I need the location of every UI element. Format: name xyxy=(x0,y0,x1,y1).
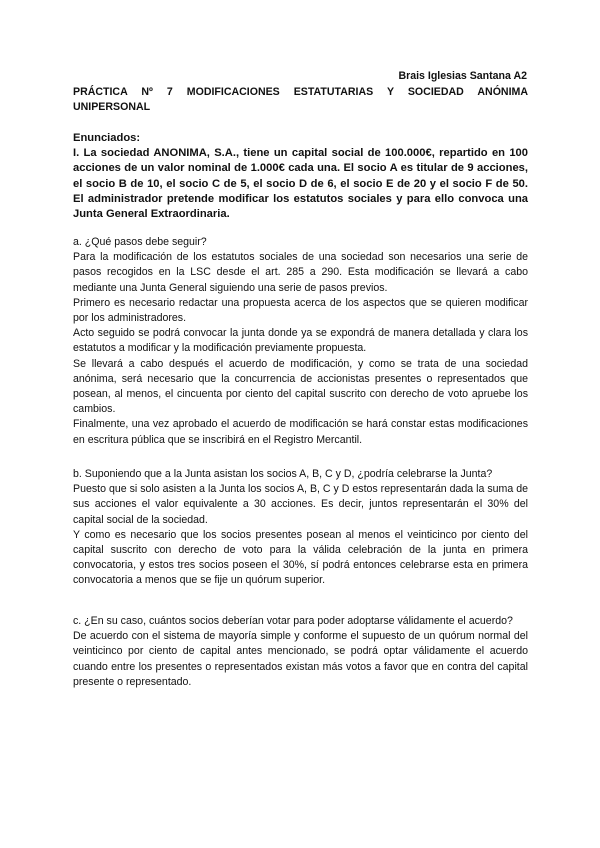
section-c-question: c. ¿En su caso, cuántos socios deberían votar para poder adoptarse válidamente el acuerdo? xyxy=(73,615,513,627)
section-b-question: b. Suponiendo que a la Junta asistan los socios A, B, C y D, ¿podría celebrarse la Junta? xyxy=(73,468,493,480)
section-a-paragraph: Se llevará a cabo después el acuerdo de modificación, y como se trata de una sociedad anónima, será necesario que la concurrencia de accionistas presentes o representados que posean, al menos, el cincuenta por ciento del capital suscrito con derecho de voto apruebe los cambios. xyxy=(73,357,528,416)
enunciados-block xyxy=(73,131,528,222)
section-b xyxy=(73,467,528,589)
section-c xyxy=(73,614,528,690)
section-c-paragraph: De acuerdo con el sistema de mayoría simple y conforme el supuesto de un quórum normal del veinticinco por ciento de capital antes mencionado, se podrá optar válidamente el acuerdo cuando entre los presentes o representados existan más votos a favor que en contra del capital presente o representado. xyxy=(73,630,528,688)
section-a-question: a. ¿Qué pasos debe seguir? xyxy=(73,236,207,248)
section-a-paragraph: Primero es necesario redactar una propuesta acerca de los aspectos que se quieren modificar por los administradores. xyxy=(73,296,528,325)
section-a xyxy=(73,235,528,448)
section-b-paragraph: Puesto que si solo asisten a la Junta los socios A, B, C y D estos representarán dada la suma de sus acciones el valor equivalente a 30 acciones. Es decir, juntos representarán el 30% del capital social de la sociedad. xyxy=(73,483,528,526)
enunciados-heading: Enunciados: xyxy=(73,132,141,144)
author-name: Brais Iglesias Santana A2 xyxy=(398,70,527,82)
document-title: PRÁCTICA Nº 7 MODIFICACIONES ESTATUTARIAS Y SOCIEDAD ANÓNIMA UNIPERSONAL xyxy=(73,86,528,113)
section-a-paragraph: Acto seguido se podrá convocar la junta donde ya se expondrá de manera detallada y clara los estatutos a modificar y la modificación previamente propuesta. xyxy=(73,327,528,355)
enunciados-text: I. La sociedad ANONIMA, S.A., tiene un capital social de 100.000€, repartido en 100 acciones de un valor nominal de 1.000€ cada una. El socio A es titular de 9 acciones, el socio B de 10, el socio C de 5, el socio D de 6, el socio E de 20 y el socio F de 50. El administrador pretende modificar los estatutos sociales y para ello convoca una Junta General Extraordinaria. xyxy=(73,147,528,221)
section-a-paragraph: Finalmente, una vez aprobado el acuerdo de modificación se hará constar estas modificaciones en escritura pública que se inscribirá en el Registro Mercantil. xyxy=(73,418,528,446)
section-b-paragraph: Y como es necesario que los socios presentes posean al menos el veinticinco por ciento del capital suscrito con derecho de voto para la válida celebración de la junta en primera convocatoria, y estos tres socios poseen el 30%, sí podrá entonces celebrarse esta en primera convocatoria a menos que se fije un quórum superior. xyxy=(73,528,528,587)
section-a-paragraph: Para la modificación de los estatutos sociales de una sociedad son necesarios una serie de pasos recogidos en la LSC desde el art. 285 a 290. Esta modificación se llevará a cabo mediante una Junta General siguiendo una serie de pasos previos. xyxy=(73,251,528,294)
